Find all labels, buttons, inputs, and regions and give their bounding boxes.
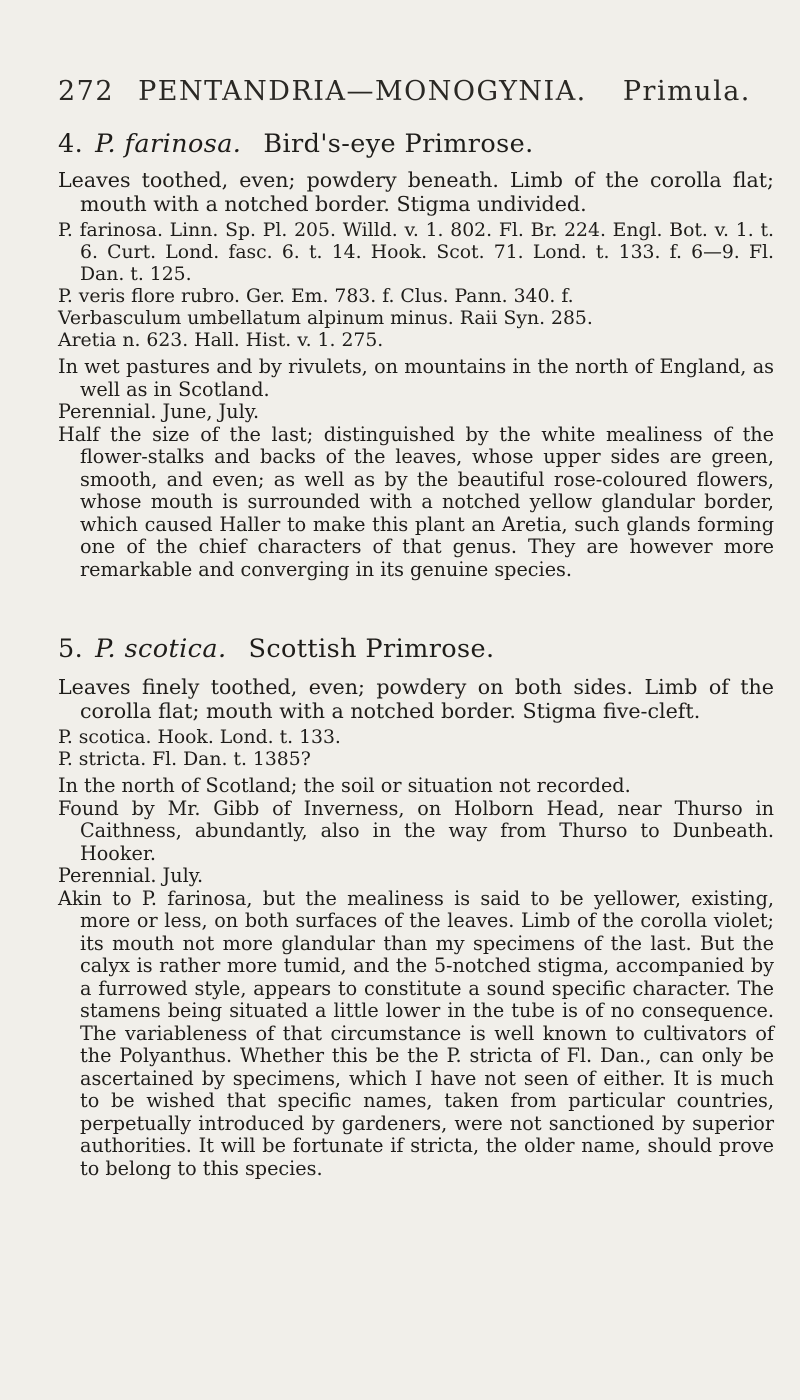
genus-title: Primula. [622,76,751,107]
entry-notes: Akin to P. farinosa, but the mealiness is said to be yellower, existing, more or less, on both surfaces of the leaves. Limb of the corolla violet; its mouth not more glandular than my specimens of the last. But the calyx is rather more tumid, and the 5-notched stigma, accompanied by a furrowed style, appears to constitute a sound specific character. The stamens being situated a little lower in the tube is of no consequence. The variableness of that circumstance is well known to cultivators of the Polyanthus. Whether this be the P. stricta of Fl. Dan., can only be ascertained by specimens, which I have not seen of either. It is much to be wished that specific names, taken from particular countries, perpetually introduced by gardeners, were not sanctioned by superior authorities. It will be fortunate if stricta, the older name, should prove to belong to this species. [58,886,774,1180]
synonym-line: P. farinosa. Linn. Sp. Pl. 205. Willd. v. 1. 802. Fl. Br. 224. Engl. Bot. v. 1. t. 6. Curt. Lond. fasc. 6. t. 14. Hook. Scot. 71. Lond. t. 133. f. 6—9. Fl. Dan. t. 125. [58,220,774,285]
entry-duration: Perennial. June, July. [58,400,260,423]
entry-number: 4. [58,129,84,159]
entry-notes: Half the size of the last; distinguished by the white mealiness of the flower-stalks and backs of the leaves, whose upper sides are green, smooth, and even; as well as by the beautiful rose-coloured flowers, whose mouth is surrounded with a notched yellow glandular border, which caused Haller to make this plant an Aretia, such glands forming one of the chief characters of that genus. They are however more remarkable and converging in its genuine species. [58,422,774,581]
entry-habitat: In wet pastures and by rivulets, on mountains in the north of England, as well as in Scotland. [58,355,774,401]
entry-description: Leaves finely toothed, even; powdery on both sides. Limb of the corolla flat; mouth with a notched border. Stigma five-cleft. [58,675,774,723]
synonym-line: Aretia n. 623. Hall. Hist. v. 1. 275. [58,330,384,351]
entry-scotica [58,633,774,1180]
entry-duration: Perennial. July. [58,864,204,887]
entry-common-name: Scottish Primrose. [248,634,495,664]
running-header [58,76,760,107]
section-title: PENTANDRIA—MONOGYNIA. [138,76,587,107]
entry-habitat: In the north of Scotland; the soil or situation not recorded. [58,774,631,797]
entry-number: 5. [58,634,84,664]
entry-description: Leaves toothed, even; powdery beneath. Limb of the corolla flat; mouth with a notched border. Stigma undivided. [58,168,774,216]
entry-latin-name: P. scotica. [95,634,227,664]
synonym-line: P. veris flore rubro. Ger. Em. 783. f. Clus. Pann. 340. f. [58,286,574,307]
entry-farinosa [58,128,774,581]
entry-heading [58,633,774,665]
entry-common-name: Bird's-eye Primrose. [263,129,534,159]
entry-latin-name: P. farinosa. [95,129,242,159]
synonym-line: P. stricta. Fl. Dan. t. 1385? [58,749,311,770]
page-number: 272 [58,76,115,107]
synonym-line: Verbasculum umbellatum alpinum minus. Raii Syn. 285. [58,308,593,329]
synonym-line: P. scotica. Hook. Lond. t. 133. [58,727,341,748]
entry-heading [58,128,774,160]
entry-found: Found by Mr. Gibb of Inverness, on Holborn Head, near Thurso in Caithness, abundantly, also in the way from Thurso to Dunbeath. Hooker. [58,796,774,865]
